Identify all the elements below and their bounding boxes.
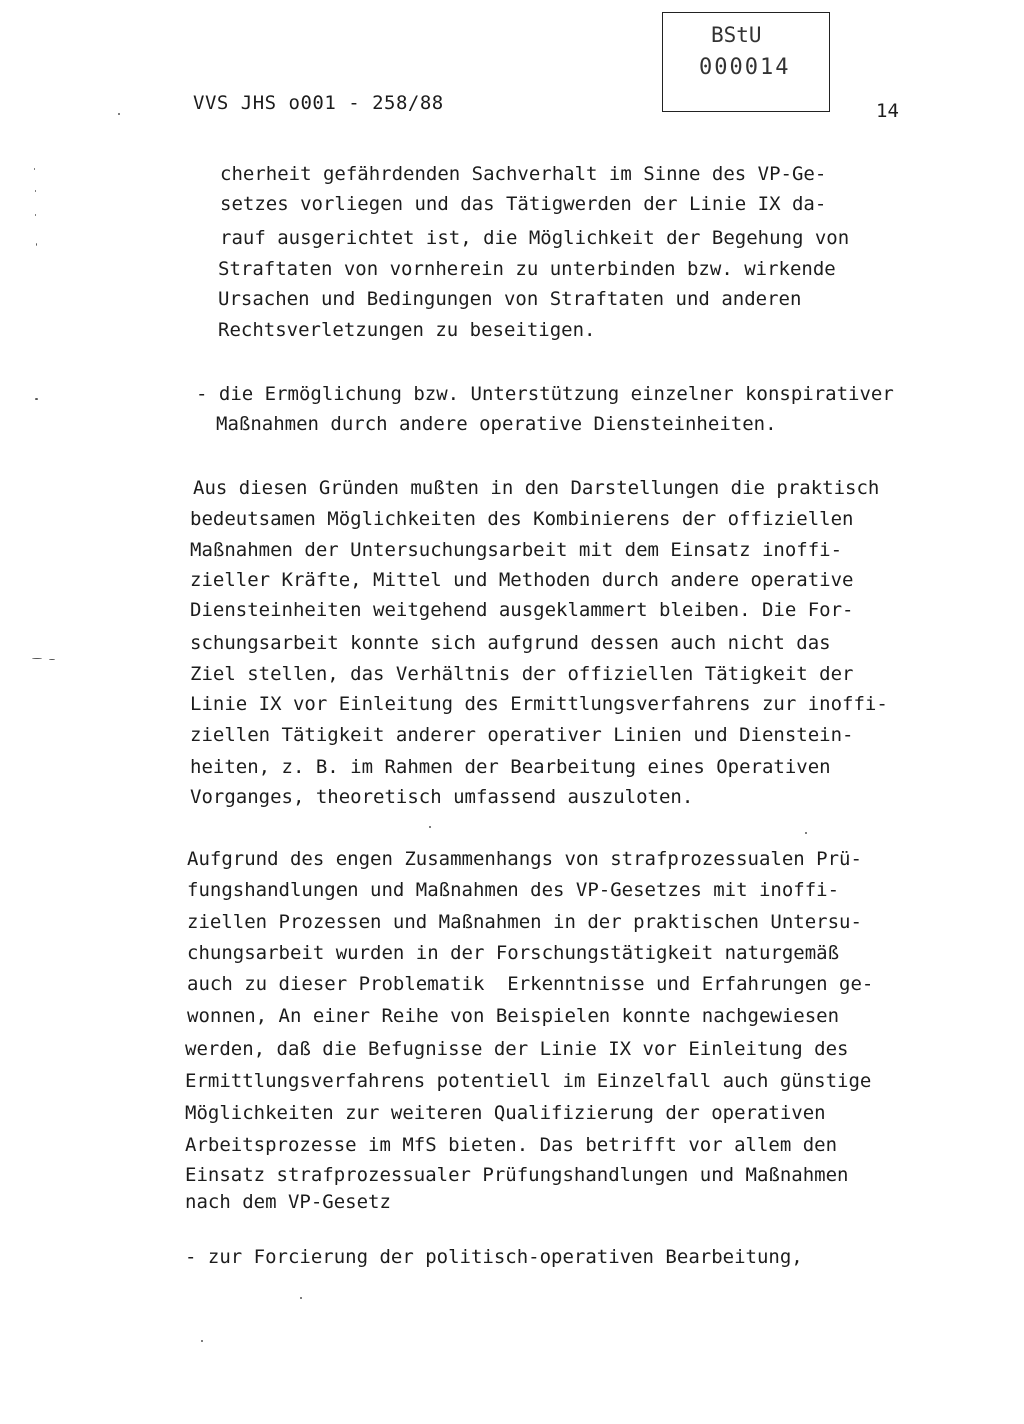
scan-speck	[201, 1340, 203, 1342]
text-line: Ermittlungsverfahrens potentiell im Einzelfall auch günstige	[185, 1070, 872, 1092]
text-line: Maßnahmen durch andere operative Diensteinheiten.	[216, 413, 777, 435]
document-reference: VVS JHS o001 - 258/88	[193, 92, 444, 114]
text-line: fungshandlungen und Maßnahmen des VP-Gesetzes mit inoffi-	[187, 879, 840, 901]
text-line: Ziel stellen, das Verhältnis der offiziellen Tätigkeit der	[190, 663, 854, 685]
stamp-number: 000014	[699, 55, 791, 80]
text-line: zieller Kräfte, Mittel und Methoden durch andere operative	[190, 569, 854, 591]
text-line: setzes vorliegen und das Tätigwerden der Linie IX da-	[220, 193, 827, 215]
scan-speck	[35, 398, 38, 400]
stamp-title: BStU	[711, 23, 762, 47]
text-line: ziellen Prozessen und Maßnahmen in der praktischen Untersu-	[187, 911, 862, 933]
text-line: nach dem VP-Gesetz	[185, 1191, 391, 1213]
bullet-item: - zur Forcierung der politisch-operativen Bearbeitung,	[185, 1246, 803, 1268]
text-line: Diensteinheiten weitgehend ausgeklammert bleiben. Die For-	[190, 599, 854, 621]
text-line: Straftaten von vornherein zu unterbinden bzw. wirkende	[218, 258, 836, 280]
bullet-item: - die Ermöglichung bzw. Unterstützung einzelner konspirativer	[196, 383, 894, 405]
text-line: Aufgrund des engen Zusammenhangs von strafprozessualen Prü-	[187, 848, 862, 870]
text-line: Linie IX vor Einleitung des Ermittlungsverfahrens zur inoffi-	[190, 693, 888, 715]
text-line: Vorganges, theoretisch umfassend auszuloten.	[190, 786, 694, 808]
scan-speck	[32, 658, 42, 659]
scan-speck	[118, 113, 120, 115]
page-number: 14	[876, 100, 899, 122]
text-line: schungsarbeit konnte sich aufgrund dessen auch nicht das	[190, 632, 831, 654]
text-line: chungsarbeit wurden in der Forschungstätigkeit naturgemäß	[187, 942, 840, 964]
text-line: ziellen Tätigkeit anderer operativer Linien und Dienstein-	[190, 724, 854, 746]
text-line: Rechtsverletzungen zu beseitigen.	[218, 319, 596, 341]
text-line: heiten, z. B. im Rahmen der Bearbeitung eines Operativen	[190, 756, 831, 778]
scan-speck	[35, 190, 36, 192]
scan-speck	[49, 659, 55, 660]
scan-speck	[36, 243, 37, 246]
text-line: wonnen, An einer Reihe von Beispielen konnte nachgewiesen	[187, 1005, 840, 1027]
text-line: auch zu dieser Problematik Erkenntnisse und Erfahrungen ge-	[187, 973, 874, 995]
scan-speck	[805, 832, 807, 834]
text-line: rauf ausgerichtet ist, die Möglichkeit der Begehung von	[220, 227, 850, 249]
scan-speck	[300, 1297, 302, 1299]
text-line: cherheit gefährdenden Sachverhalt im Sinne des VP-Ge-	[220, 163, 827, 185]
text-line: Ursachen und Bedingungen von Straftaten und anderen	[218, 288, 802, 310]
text-line: Aus diesen Gründen mußten in den Darstellungen die praktisch	[193, 477, 880, 499]
text-line: Möglichkeiten zur weiteren Qualifizierung der operativen	[185, 1102, 826, 1124]
text-line: werden, daß die Befugnisse der Linie IX vor Einleitung des	[185, 1038, 849, 1060]
scan-speck	[34, 168, 35, 170]
text-line: Einsatz strafprozessualer Prüfungshandlungen und Maßnahmen	[185, 1164, 849, 1186]
text-line: Maßnahmen der Untersuchungsarbeit mit dem Einsatz inoffi-	[190, 539, 843, 561]
text-line: bedeutsamen Möglichkeiten des Kombinierens der offiziellen	[190, 508, 854, 530]
scan-speck	[35, 214, 36, 216]
scan-speck	[429, 826, 431, 828]
archive-stamp	[662, 12, 830, 112]
text-line: Arbeitsprozesse im MfS bieten. Das betrifft vor allem den	[185, 1134, 838, 1156]
